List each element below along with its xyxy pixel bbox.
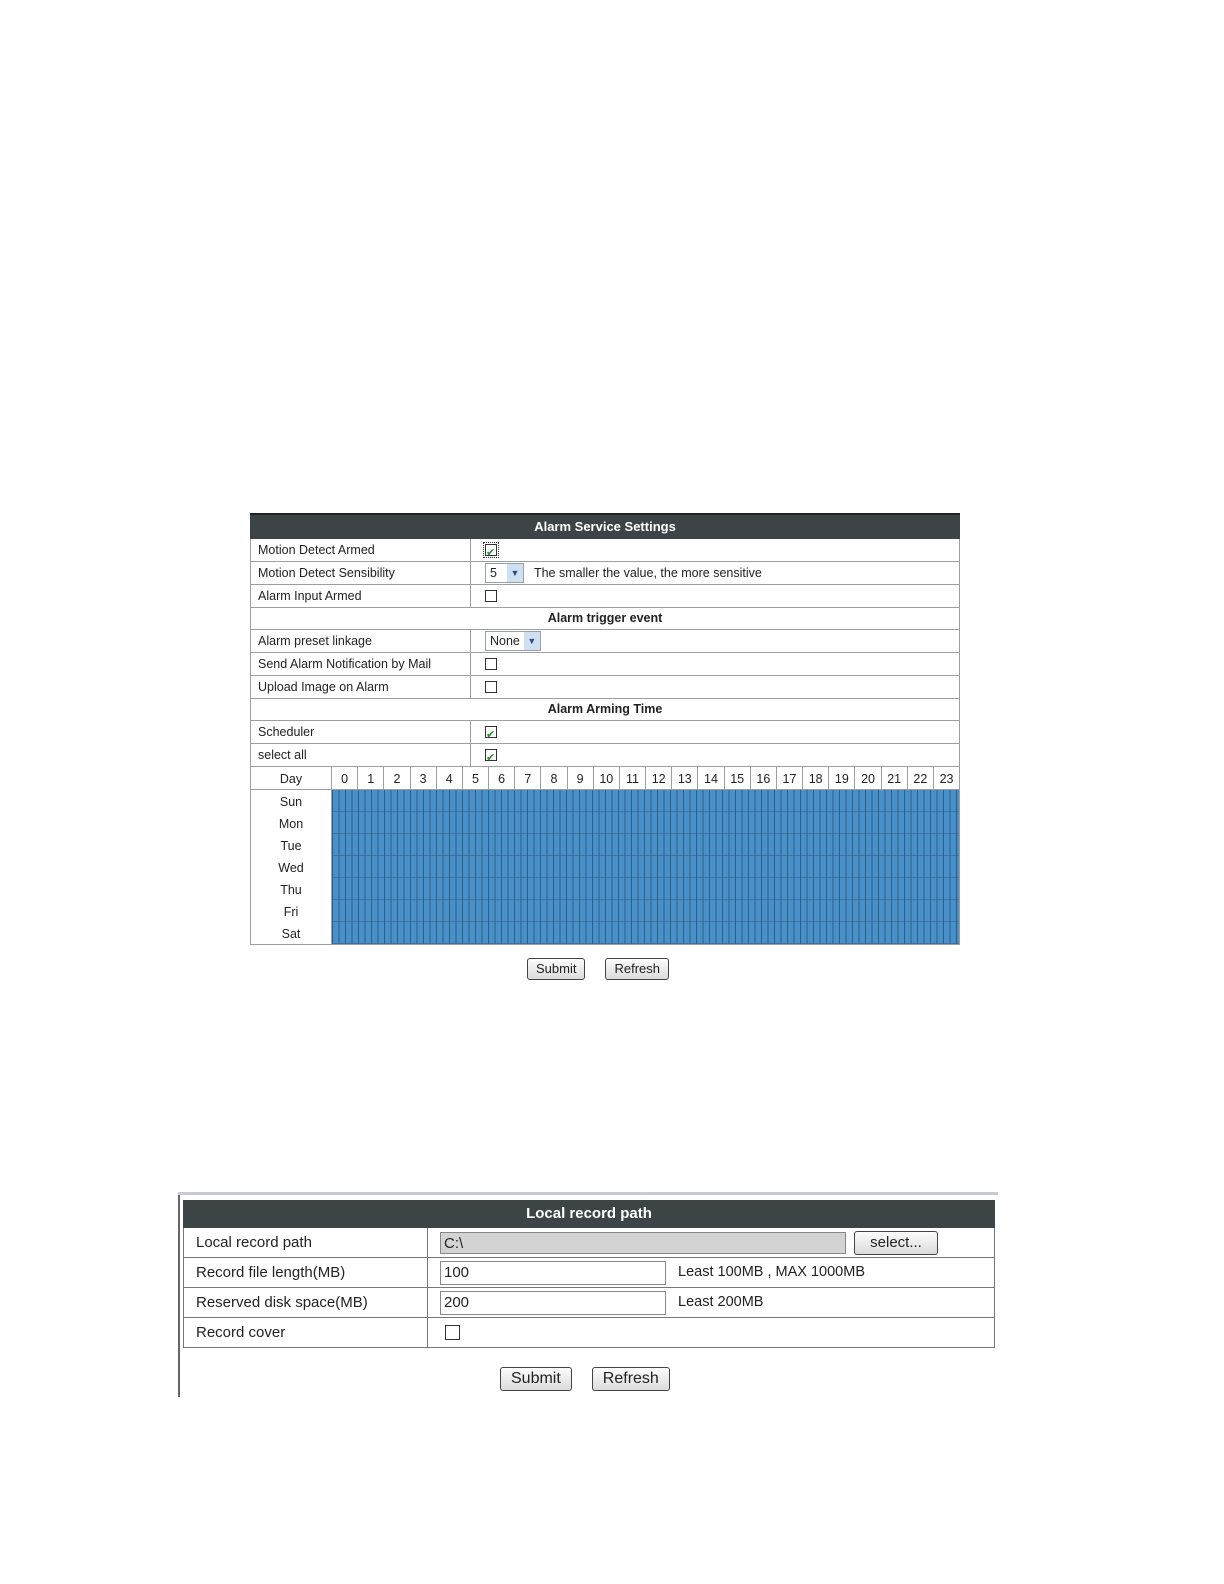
- hour-label: 3: [411, 767, 437, 789]
- row-upload-image: [250, 676, 960, 699]
- upload-image-label: Upload Image on Alarm: [251, 676, 471, 698]
- send-mail-checkbox[interactable]: [485, 658, 497, 670]
- row-record-cover: [183, 1318, 995, 1348]
- hour-label: 23: [939, 772, 954, 786]
- row-alarm-preset-linkage: [250, 630, 960, 653]
- sensibility-value: 5: [490, 566, 497, 580]
- day-header: Day: [251, 767, 331, 790]
- record-file-length-input[interactable]: 100: [440, 1261, 666, 1285]
- record-panel-title: Local record path: [183, 1200, 995, 1228]
- alarm-submit-button[interactable]: Submit: [527, 958, 585, 980]
- row-scheduler: [250, 721, 960, 744]
- hour-label: 16: [751, 767, 777, 789]
- hour-label: 15: [725, 767, 751, 789]
- hour-label: 2: [384, 767, 410, 789]
- hour-label: 11: [620, 767, 646, 789]
- hour-label: 21: [882, 767, 908, 789]
- day-label: Mon: [278, 817, 304, 831]
- row-select-all: [250, 744, 960, 767]
- alarm-button-row: [527, 958, 669, 980]
- record-button-row: [500, 1367, 670, 1391]
- row-alarm-input-armed: [250, 585, 960, 608]
- hour-label: 8: [541, 767, 567, 789]
- motion-detect-armed-checkbox[interactable]: [485, 544, 497, 556]
- day-label: Sat: [281, 927, 301, 941]
- row-reserved-disk-space: [183, 1288, 995, 1318]
- upload-image-checkbox[interactable]: [485, 681, 497, 693]
- hour-header-row: [332, 767, 959, 790]
- preset-linkage-select[interactable]: [485, 631, 541, 651]
- scheduler-label: Scheduler: [251, 721, 471, 743]
- hour-label: 18: [803, 767, 829, 789]
- hour-label: 4: [437, 767, 463, 789]
- record-file-length-label: Record file length(MB): [184, 1258, 428, 1287]
- row-send-mail: [250, 653, 960, 676]
- preset-linkage-value: None: [490, 634, 520, 648]
- send-mail-label: Send Alarm Notification by Mail: [251, 653, 471, 675]
- row-motion-detect-sensibility: [250, 562, 960, 585]
- chevron-down-icon[interactable]: ▼: [524, 632, 540, 650]
- alarm-input-armed-checkbox[interactable]: [485, 590, 497, 602]
- reserved-disk-space-input[interactable]: 200: [440, 1291, 666, 1315]
- record-file-length-hint: Least 100MB , MAX 1000MB: [678, 1264, 865, 1280]
- hour-label: 7: [515, 767, 541, 789]
- hour-label: 9: [568, 767, 594, 789]
- local-record-path-panel: [183, 1200, 995, 1348]
- sensibility-select[interactable]: [485, 563, 524, 583]
- reserved-disk-space-hint: Least 200MB: [678, 1294, 764, 1310]
- alarm-refresh-button[interactable]: Refresh: [605, 958, 669, 980]
- hour-label: 5: [463, 767, 489, 789]
- row-record-file-length: [183, 1258, 995, 1288]
- alarm-panel-title: Alarm Service Settings: [250, 513, 960, 539]
- local-record-path-label: Local record path: [184, 1228, 428, 1257]
- select-all-label: select all: [251, 744, 471, 766]
- day-label: Tue: [280, 839, 302, 853]
- select-all-checkbox[interactable]: [485, 749, 497, 761]
- record-refresh-button[interactable]: Refresh: [592, 1367, 670, 1391]
- hour-label: 12: [646, 767, 672, 789]
- hour-label: 20: [855, 767, 881, 789]
- day-label: Fri: [283, 905, 299, 919]
- hour-label: 6: [489, 767, 515, 789]
- divider: [178, 1192, 998, 1195]
- record-cover-label: Record cover: [184, 1318, 428, 1347]
- hour-label: 10: [594, 767, 620, 789]
- hour-label: 0: [332, 767, 358, 789]
- day-label: Wed: [278, 861, 304, 875]
- record-cover-checkbox[interactable]: [445, 1325, 460, 1340]
- record-path-field[interactable]: C:\: [440, 1232, 846, 1254]
- alarm-arming-time-section: Alarm Arming Time: [250, 699, 960, 721]
- alarm-service-settings-panel: [250, 513, 960, 945]
- motion-detect-armed-label: Motion Detect Armed: [251, 539, 471, 561]
- hour-label: 19: [829, 767, 855, 789]
- chevron-down-icon[interactable]: ▼: [507, 564, 523, 582]
- reserved-disk-space-label: Reserved disk space(MB): [184, 1288, 428, 1317]
- hour-label: 13: [672, 767, 698, 789]
- schedule-cells[interactable]: [332, 790, 959, 944]
- day-label: Sun: [279, 795, 303, 809]
- hour-label: 14: [698, 767, 724, 789]
- record-submit-button[interactable]: Submit: [500, 1367, 572, 1391]
- hour-label: 22: [908, 767, 934, 789]
- motion-detect-sensibility-label: Motion Detect Sensibility: [251, 562, 471, 584]
- sensibility-hint: The smaller the value, the more sensitive: [533, 566, 762, 580]
- hour-label: 17: [777, 767, 803, 789]
- row-local-record-path: [183, 1228, 995, 1258]
- alarm-trigger-event-section: Alarm trigger event: [250, 608, 960, 630]
- day-label: Thu: [280, 883, 302, 897]
- alarm-input-armed-label: Alarm Input Armed: [251, 585, 471, 607]
- scheduler-checkbox[interactable]: [485, 726, 497, 738]
- select-path-button[interactable]: select...: [854, 1231, 938, 1255]
- alarm-preset-linkage-label: Alarm preset linkage: [251, 630, 471, 652]
- divider: [178, 1195, 180, 1397]
- row-motion-detect-armed: [250, 539, 960, 562]
- schedule-grid: [250, 767, 960, 945]
- hour-label: 1: [358, 767, 384, 789]
